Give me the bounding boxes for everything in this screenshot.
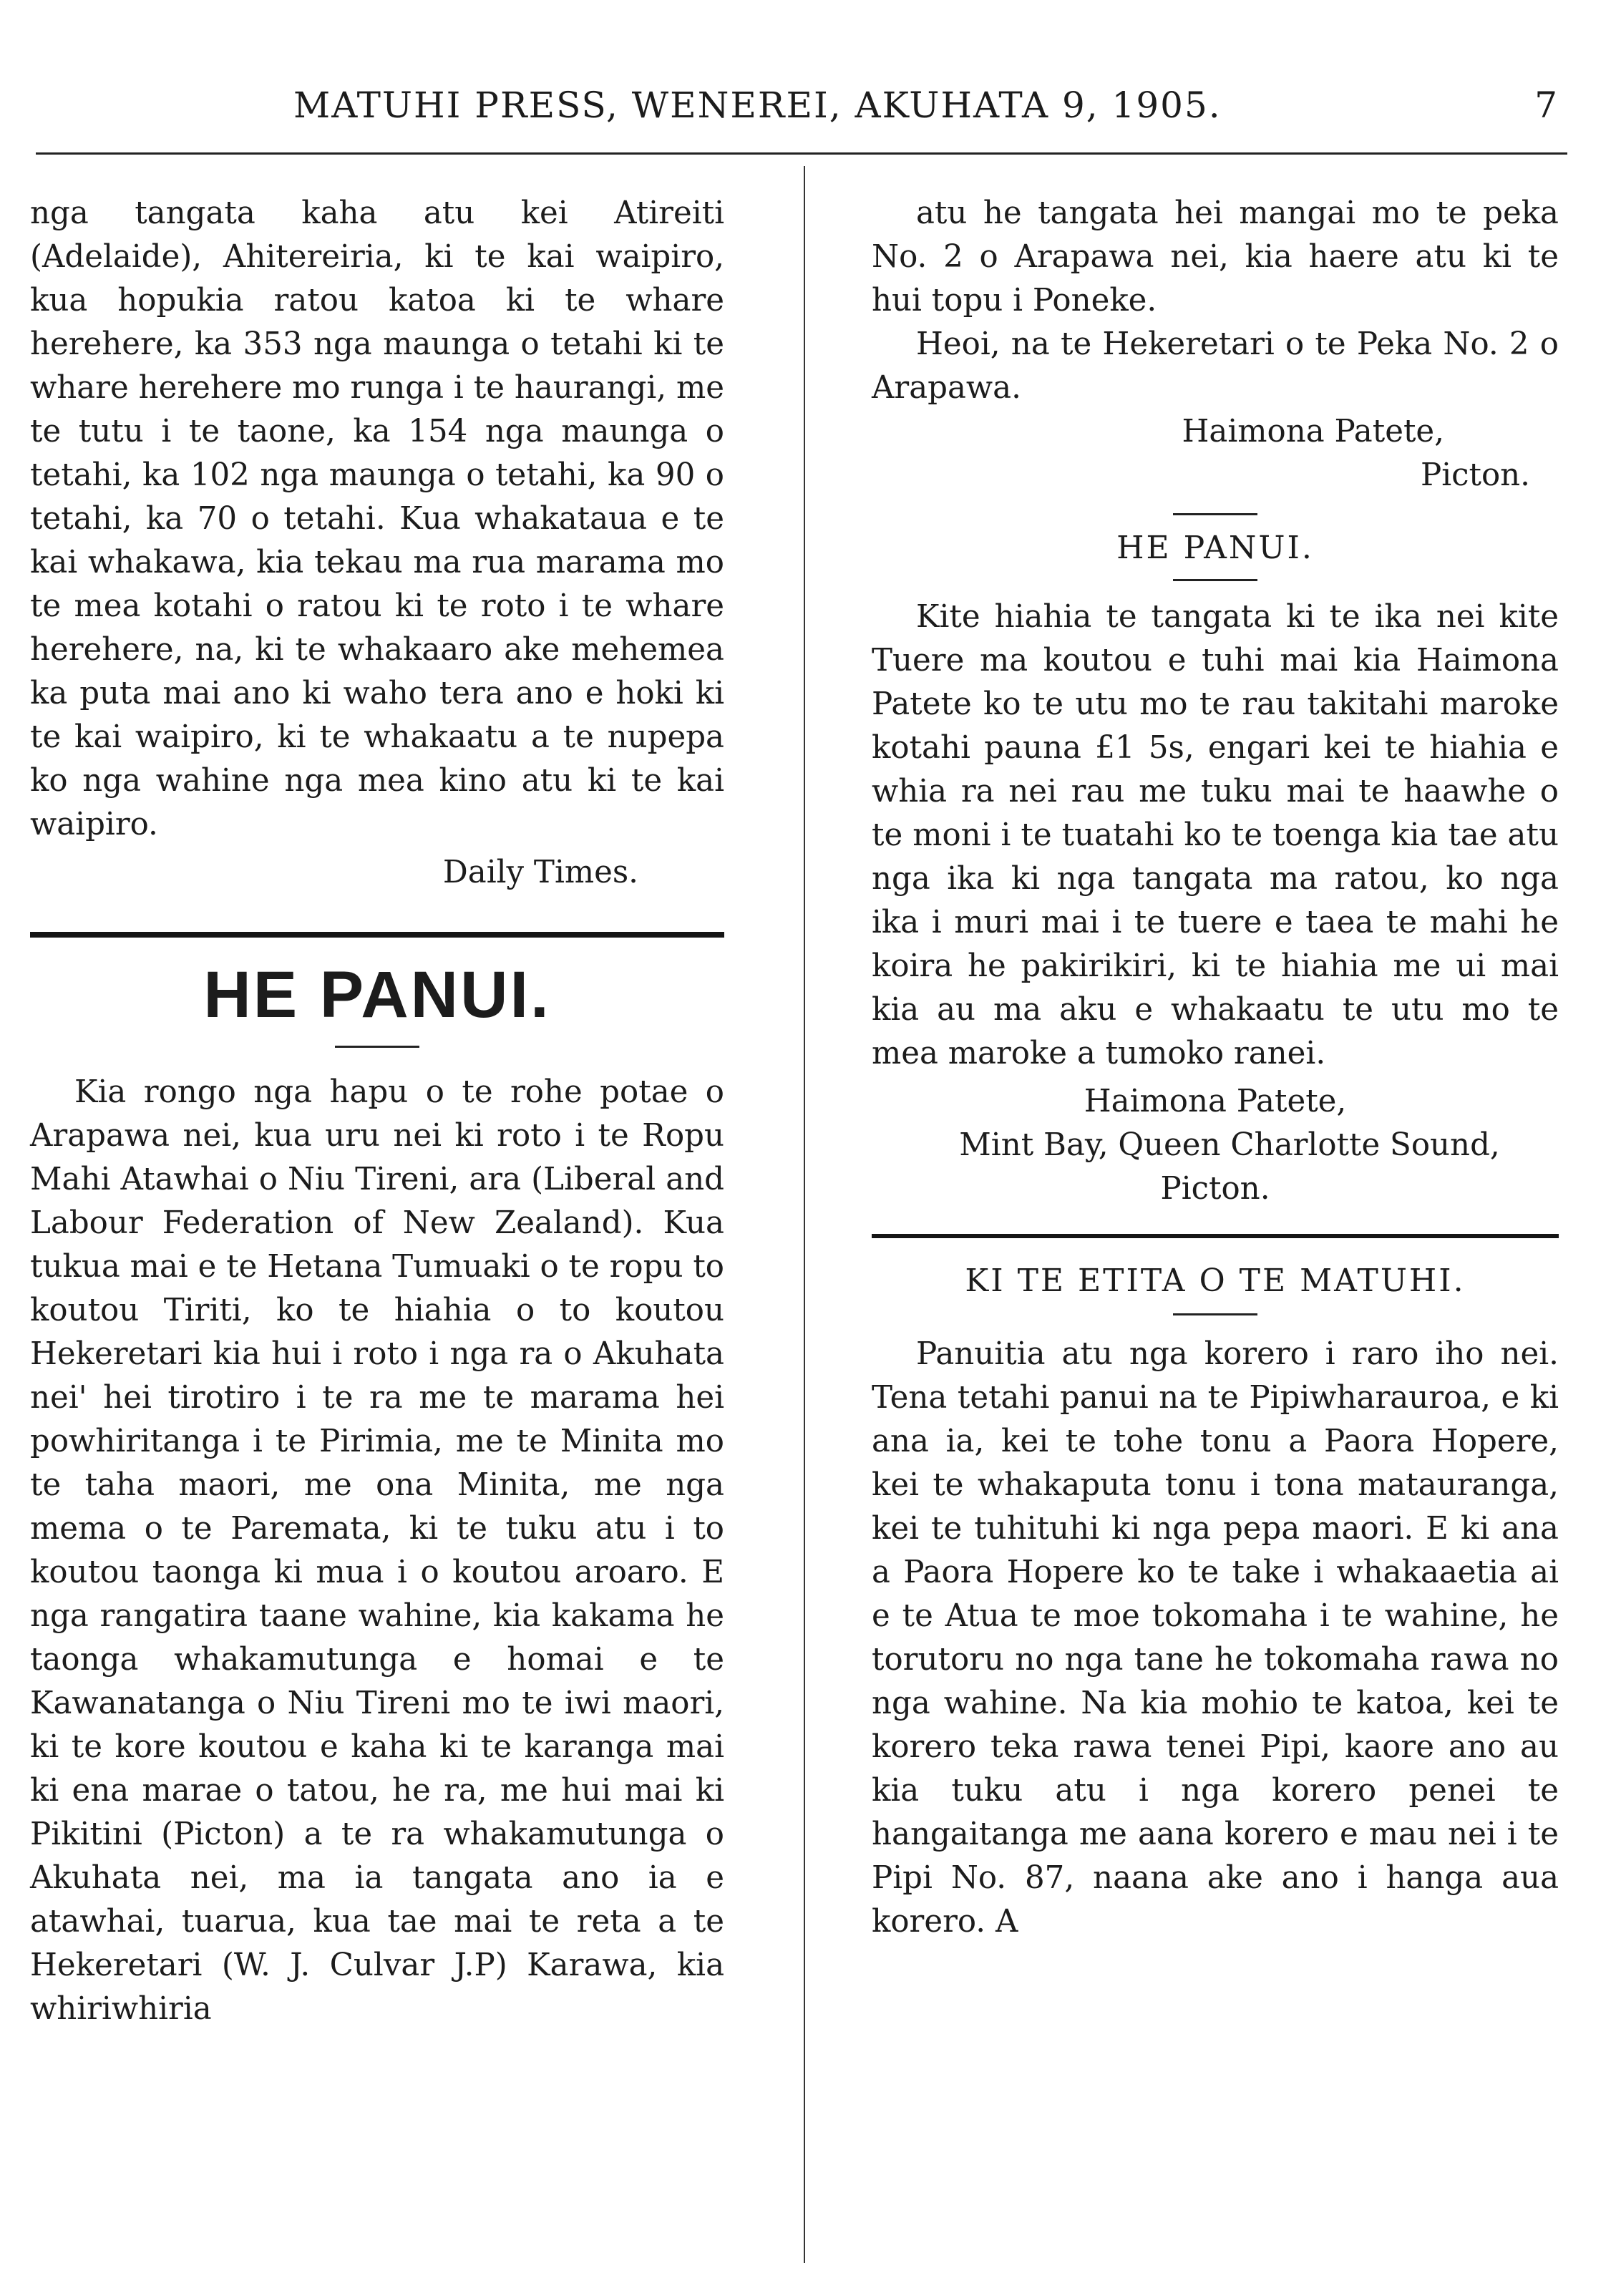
column-divider	[804, 166, 805, 2263]
heading-rule	[1173, 1313, 1257, 1315]
header-rule	[36, 152, 1567, 155]
signature-name: Haimona Patete,	[1182, 414, 1444, 449]
notice-body: Kia rongo nga hapu o te rohe potae o Arapawa nei, kua uru nei ki roto i te Ropu Mahi Atawhai o Niu Tireni, ara (Liberal and Labour Federation of New Zealand). Kua tukua mai e te Hetana Tumuaki o te ropu to koutou Tiriti, ko te hiahia o to koutou Hekeretari kia hui i roto i nga ra o Akuhata nei' hei tirotiro i te ra me te marama hei powhiritanga i te Pirimia, me te Minita mo te taha maori, me ona Minita, me nga mema o te Paremata, ki te tuku atu i to koutou taonga ki mua i o koutou aroaro. E nga rangatira taane wahine, kia kakama he taonga whakamutunga e homai e te Kawanatanga o Niu Tireni mo te iwi maori, ki te kore koutou e kaha ki te karanga mai ki ena marae o tatou, he ra, me hui mai ki Pikitini (Picton) a te ra whakamutunga o Akuhata nei, ma ia tangata ano ia e atawhai, tuarua, kua tae mai te reta a te Hekeretari (W. J. Culvar J.P) Karawa, kia whiriwhiria	[30, 1074, 724, 2027]
signature-name: Haimona Patete,	[1084, 1084, 1347, 1119]
right-column	[872, 192, 1559, 1944]
heading-rule	[1173, 579, 1257, 581]
article-body: nga tangata kaha atu kei Atireiti (Adelaide), Ahitereiria, ki te kai waipiro, kua hopukia ratou katoa ki te whare herehere, ka 353 nga maunga o tetahi ki te whare herehere mo runga i te haurangi, me te tutu i te taone, ka 154 nga maunga o tetahi, ka 102 nga maunga o tetahi, ka 90 o tetahi, ka 70 o tetahi. Kua whakataua e te kai whakawa, kia tekau ma rua marama mo te mea kotahi o ratou ki te roto i te whare herehere, na, ki te whakaaro ake mehemea ka puta mai ano ki waho tera ano e hoki ki te kai waipiro, ki te whakaatu a te nupepa ko nga wahine nga mea kino atu ki te kai waipiro.	[30, 195, 724, 842]
letter-body: Panuitia atu nga korero i raro iho nei. Tena tetahi panui na te Pipiwharauroa, e ki ana ia, kei te tohe tonu a Paora Hopere, kei te whakaputa tonu i tona matauranga, kei te tuhituhi ki nga pepa maori. E ki ana a Paora Hopere ko te take i whakaaetia ai e te Atua te moe tokomaha i te wahine, he torutoru no nga tane he tokomaha rawa no nga wahine. Na kia mohio te katoa, kei te korero teka rawa tenei Pipi, kaore ano au kia tuku atu i nga korero penei te hangaitanga me aana korero e mau nei i te Pipi No. 87, naana ake ano i hanga aua korero. A	[872, 1336, 1559, 1940]
notice-heading: HE PANUI.	[203, 958, 551, 1031]
signature-place: Picton.	[1160, 1171, 1270, 1207]
section-rule	[872, 1234, 1559, 1238]
notice-heading: HE PANUI.	[1116, 530, 1314, 566]
section-rule	[30, 932, 724, 938]
signature-place: Picton.	[1420, 457, 1530, 493]
article-source: Daily Times.	[442, 855, 638, 890]
notice-body: Kite hiahia te tangata ki te ika nei kite Tuere ma koutou e tuhi mai kia Haimona Patete ko te utu mo te rau takitahi maroke kotahi pauna £1 5s, engari kei te hiahia e whia ra nei rau me tuku mai te haawhe o te moni i te tuatahi ko te toenga kia tae atu nga ika ki nga tangata ma ratou, ko nga ika i muri mai i te tuere e taea te mahi he koira he pakirikiri, ki te hiahia me ui mai kia au ma aku e whakaatu te utu mo te mea maroke a tumoko ranei.	[872, 599, 1559, 1071]
page-header	[36, 84, 1567, 149]
section-rule	[1173, 513, 1257, 515]
left-column	[30, 192, 724, 2031]
page-number: 7	[1534, 84, 1557, 126]
heading-rule	[335, 1046, 419, 1048]
newspaper-title: MATUHI PRESS, WENEREI, AKUHATA 9, 1905.	[293, 84, 1222, 126]
signature-address: Mint Bay, Queen Charlotte Sound,	[959, 1127, 1500, 1163]
letter-heading: KI TE ETITA O TE MATUHI.	[965, 1263, 1466, 1299]
continuation-body: atu he tangata hei mangai mo te peka No. 2 o Arapawa nei, kia haere atu ki te hui topu i Poneke.	[872, 195, 1559, 318]
continuation-closing: Heoi, na te Hekeretari o te Peka No. 2 o Arapawa.	[872, 326, 1559, 406]
